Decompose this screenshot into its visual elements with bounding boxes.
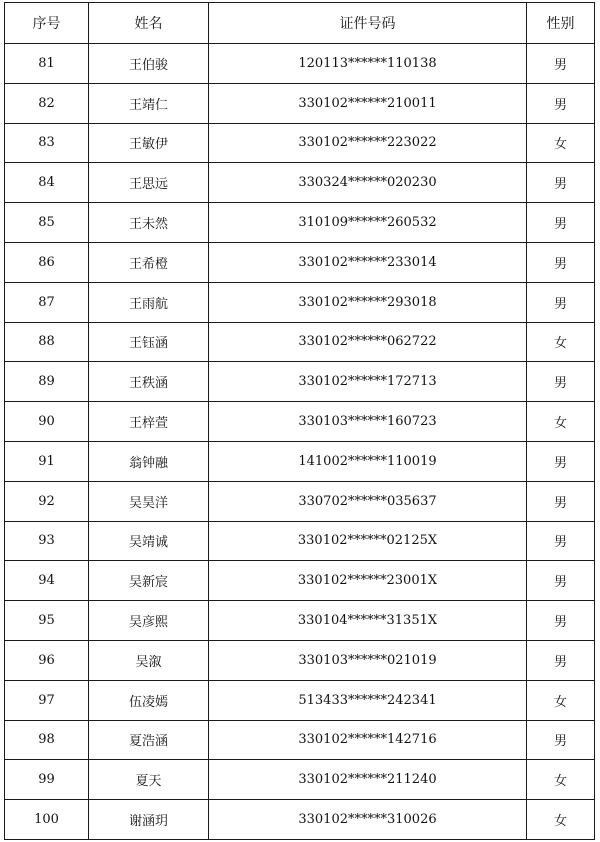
- header-seq: 序号: [5, 3, 89, 44]
- header-name: 姓名: [89, 3, 209, 44]
- cell-name: 吴靖诚: [89, 521, 209, 561]
- table-row: [5, 163, 595, 203]
- table-row: [5, 720, 595, 760]
- cell-id: 330103******021019: [209, 640, 527, 680]
- cell-seq: 92: [5, 481, 89, 521]
- cell-name: 王梓萱: [89, 402, 209, 442]
- cell-sex: 女: [527, 123, 595, 163]
- table-row: [5, 402, 595, 442]
- cell-sex: 女: [527, 760, 595, 800]
- cell-seq: 83: [5, 123, 89, 163]
- cell-id: 330102******142716: [209, 720, 527, 760]
- cell-id: 330102******293018: [209, 282, 527, 322]
- cell-seq: 90: [5, 402, 89, 442]
- cell-sex: 男: [527, 640, 595, 680]
- table-row: [5, 83, 595, 123]
- cell-id: 330102******210011: [209, 83, 527, 123]
- cell-sex: 男: [527, 521, 595, 561]
- cell-id: 330102******310026: [209, 800, 527, 840]
- cell-name: 王秩涵: [89, 362, 209, 402]
- cell-name: 王伯骏: [89, 44, 209, 84]
- cell-id: 513433******242341: [209, 680, 527, 720]
- cell-name: 王希橙: [89, 242, 209, 282]
- cell-sex: 男: [527, 481, 595, 521]
- cell-sex: 女: [527, 800, 595, 840]
- cell-sex: 女: [527, 322, 595, 362]
- cell-id: 330104******31351X: [209, 601, 527, 641]
- cell-name: 夏天: [89, 760, 209, 800]
- cell-sex: 女: [527, 680, 595, 720]
- table-row: [5, 521, 595, 561]
- cell-name: 吴溆: [89, 640, 209, 680]
- table-row: [5, 322, 595, 362]
- cell-sex: 男: [527, 282, 595, 322]
- cell-id: 310109******260532: [209, 203, 527, 243]
- table-row: [5, 282, 595, 322]
- cell-name: 吴新宸: [89, 561, 209, 601]
- cell-seq: 96: [5, 640, 89, 680]
- table-row: [5, 242, 595, 282]
- cell-id: 330103******160723: [209, 402, 527, 442]
- cell-name: 吴昊洋: [89, 481, 209, 521]
- cell-id: 330102******223022: [209, 123, 527, 163]
- table-row: [5, 123, 595, 163]
- cell-seq: 85: [5, 203, 89, 243]
- header-sex: 性别: [527, 3, 595, 44]
- cell-id: 330324******020230: [209, 163, 527, 203]
- cell-seq: 93: [5, 521, 89, 561]
- cell-seq: 87: [5, 282, 89, 322]
- cell-name: 吴彦熙: [89, 601, 209, 641]
- cell-sex: 男: [527, 83, 595, 123]
- cell-id: 330102******062722: [209, 322, 527, 362]
- cell-name: 翁钟融: [89, 441, 209, 481]
- cell-seq: 82: [5, 83, 89, 123]
- header-row: [5, 3, 595, 44]
- cell-name: 夏浩涵: [89, 720, 209, 760]
- table-row: [5, 640, 595, 680]
- cell-id: 330102******02125X: [209, 521, 527, 561]
- cell-name: 王敏伊: [89, 123, 209, 163]
- table-row: [5, 362, 595, 402]
- table-row: [5, 441, 595, 481]
- cell-sex: 男: [527, 44, 595, 84]
- table-header: [5, 3, 595, 44]
- cell-seq: 94: [5, 561, 89, 601]
- cell-sex: 男: [527, 242, 595, 282]
- cell-seq: 81: [5, 44, 89, 84]
- cell-id: 330102******23001X: [209, 561, 527, 601]
- table-row: [5, 800, 595, 840]
- cell-sex: 男: [527, 561, 595, 601]
- header-id: 证件号码: [209, 3, 527, 44]
- cell-sex: 男: [527, 720, 595, 760]
- cell-seq: 97: [5, 680, 89, 720]
- cell-sex: 男: [527, 362, 595, 402]
- cell-id: 330102******172713: [209, 362, 527, 402]
- cell-name: 谢涵玥: [89, 800, 209, 840]
- cell-sex: 男: [527, 163, 595, 203]
- table-body: [5, 44, 595, 840]
- table-row: [5, 561, 595, 601]
- table-row: [5, 481, 595, 521]
- cell-id: 330102******233014: [209, 242, 527, 282]
- cell-seq: 88: [5, 322, 89, 362]
- cell-id: 141002******110019: [209, 441, 527, 481]
- cell-seq: 84: [5, 163, 89, 203]
- cell-sex: 女: [527, 402, 595, 442]
- cell-seq: 100: [5, 800, 89, 840]
- cell-name: 王雨航: [89, 282, 209, 322]
- cell-seq: 99: [5, 760, 89, 800]
- cell-seq: 91: [5, 441, 89, 481]
- table-row: [5, 44, 595, 84]
- cell-seq: 89: [5, 362, 89, 402]
- table-row: [5, 203, 595, 243]
- roster-table: [4, 2, 595, 840]
- cell-sex: 男: [527, 203, 595, 243]
- cell-seq: 98: [5, 720, 89, 760]
- cell-seq: 86: [5, 242, 89, 282]
- cell-id: 120113******110138: [209, 44, 527, 84]
- cell-name: 王思远: [89, 163, 209, 203]
- cell-name: 王钰涵: [89, 322, 209, 362]
- cell-name: 伍凌嫣: [89, 680, 209, 720]
- table-row: [5, 601, 595, 641]
- table-row: [5, 760, 595, 800]
- cell-name: 王靖仁: [89, 83, 209, 123]
- cell-seq: 95: [5, 601, 89, 641]
- cell-id: 330702******035637: [209, 481, 527, 521]
- table-row: [5, 680, 595, 720]
- cell-sex: 男: [527, 601, 595, 641]
- cell-sex: 男: [527, 441, 595, 481]
- cell-id: 330102******211240: [209, 760, 527, 800]
- cell-name: 王未然: [89, 203, 209, 243]
